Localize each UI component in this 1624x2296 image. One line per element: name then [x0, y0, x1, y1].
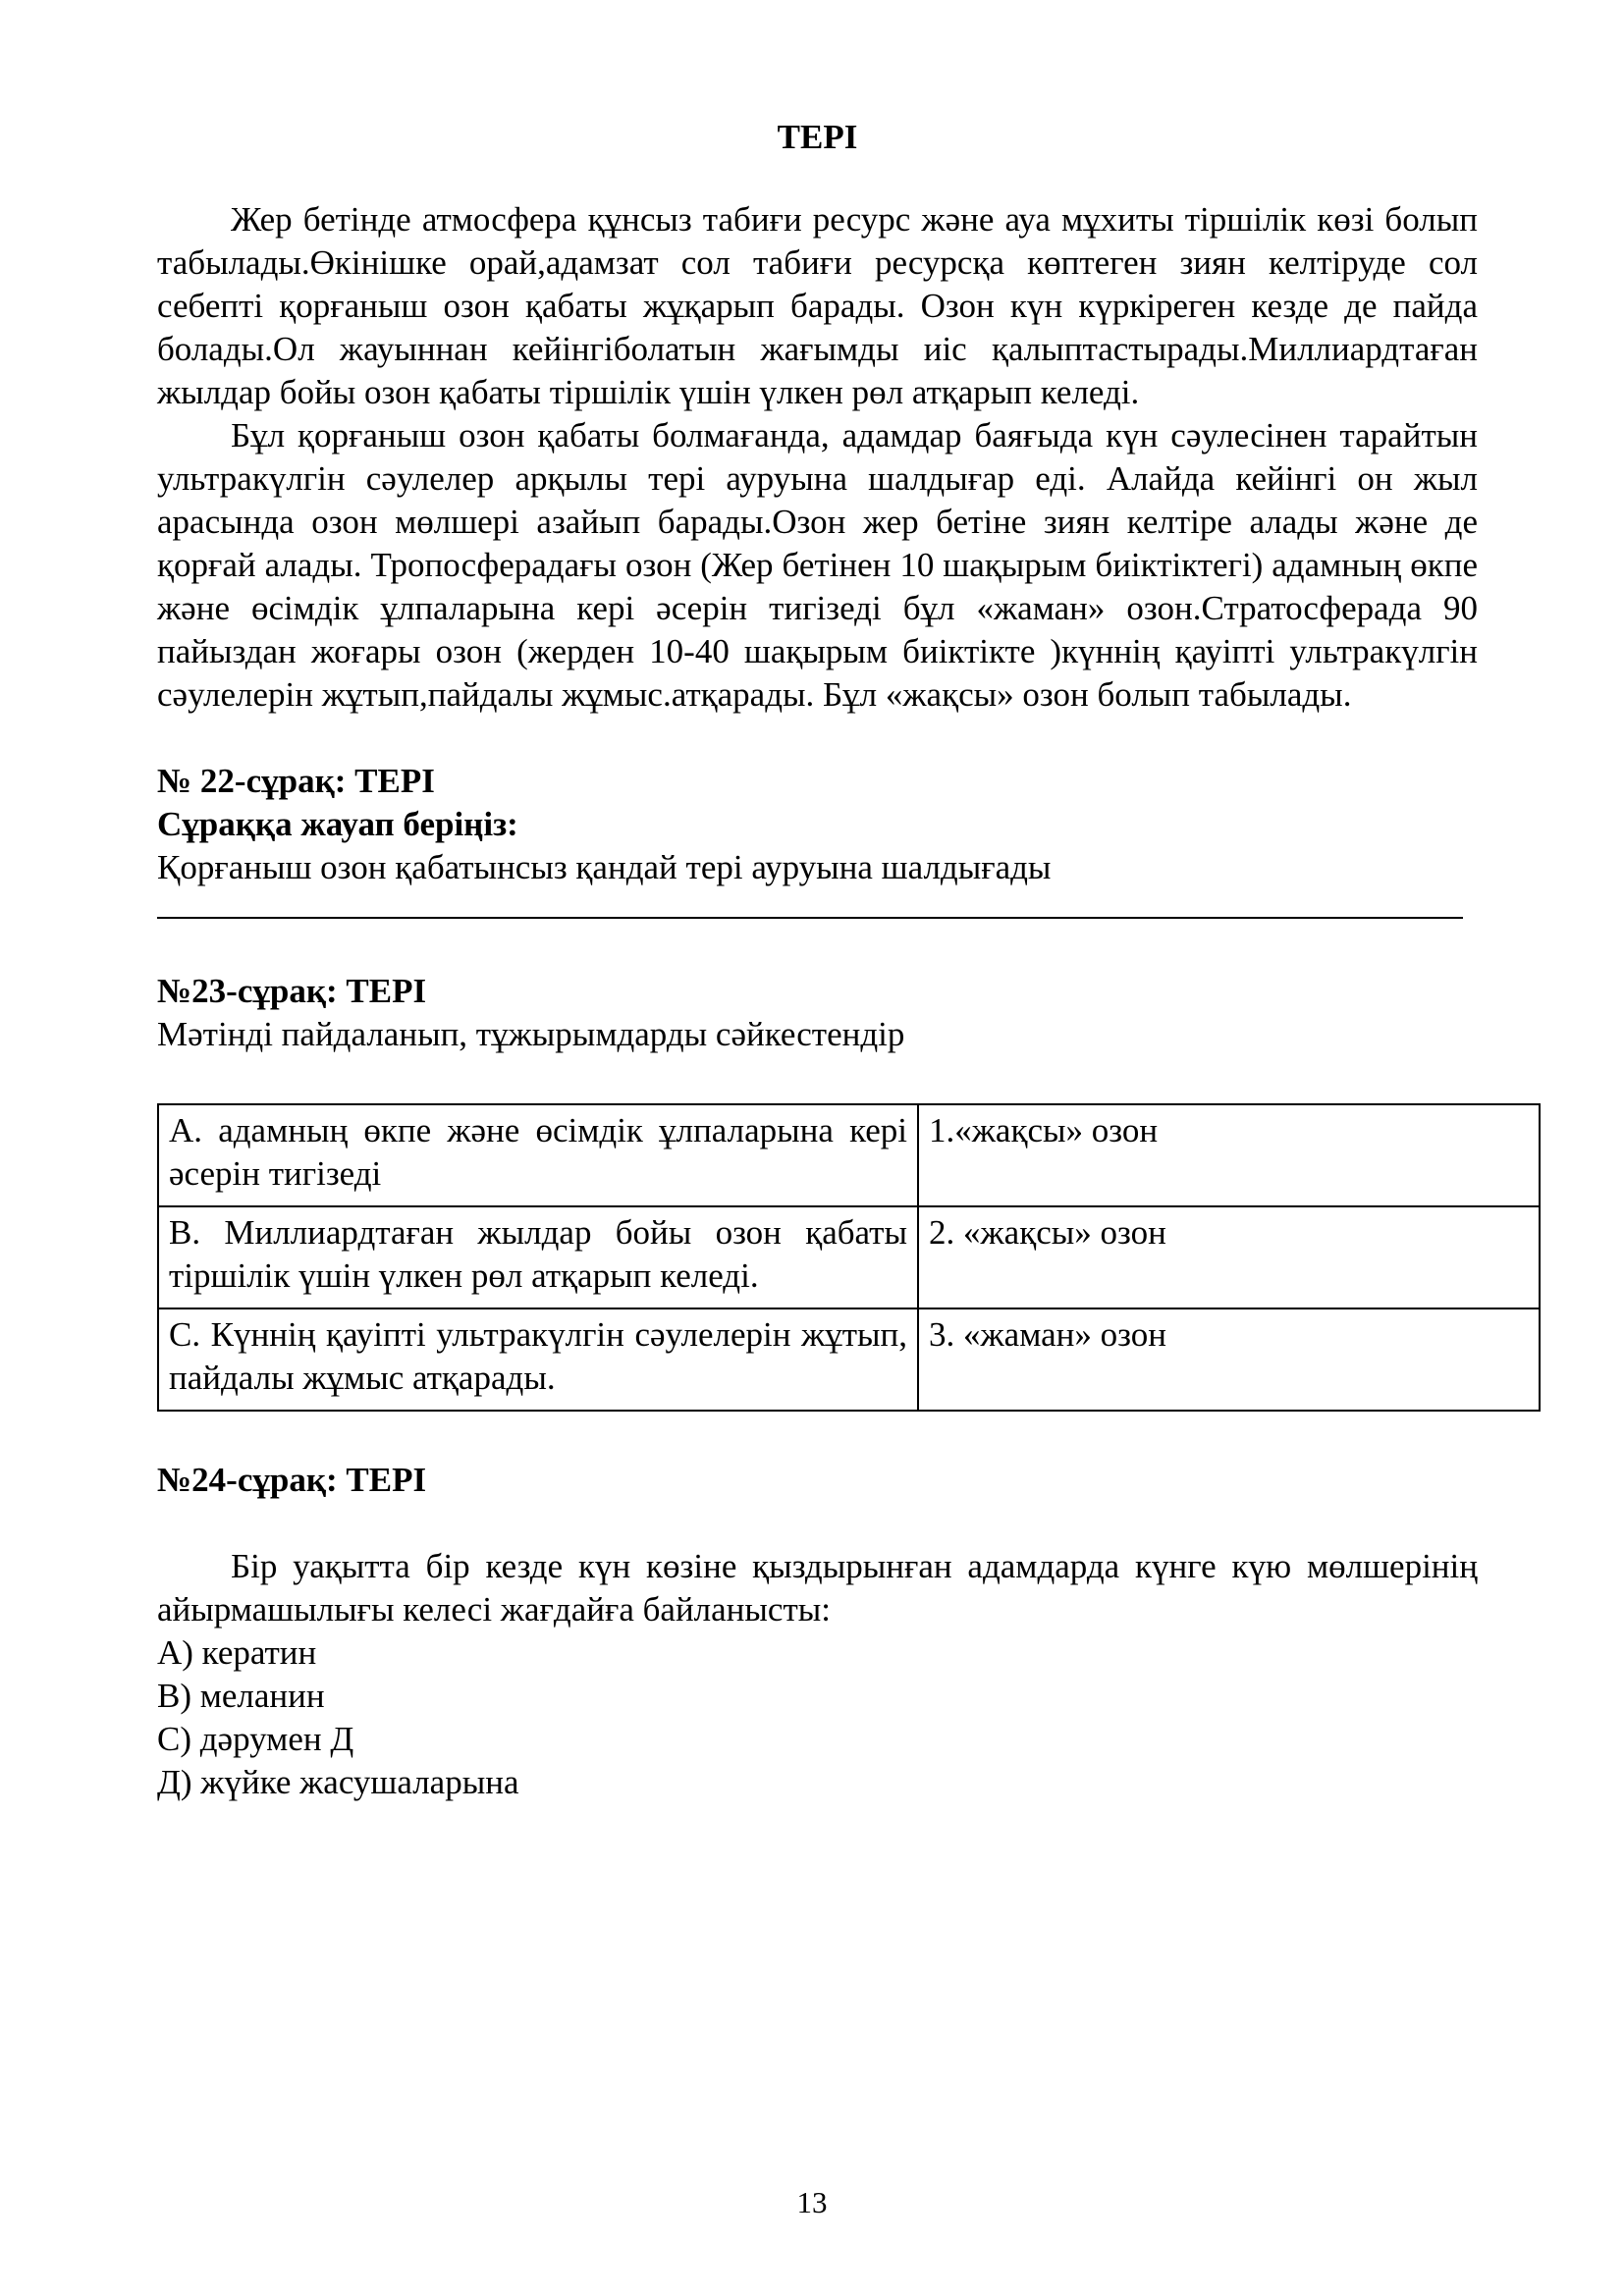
table-cell-match: 3. «жаман» озон — [918, 1308, 1540, 1411]
answer-option[interactable]: А) кератин — [157, 1633, 317, 1672]
matching-table — [157, 1103, 1541, 1412]
table-cell-match: 1.«жақсы» озон — [918, 1104, 1540, 1206]
answer-option[interactable]: Д) жүйке жасушаларына — [157, 1763, 519, 1801]
page-number: 13 — [796, 2185, 828, 2219]
question-23-instruction: Мәтінді пайдаланып, тұжырымдарды сәйкестендір — [157, 1015, 905, 1053]
table-row — [158, 1308, 1540, 1411]
table-cell-statement: А. адамның өкпе және өсімдік ұлпаларына кері әсерін тигізеді — [158, 1104, 918, 1206]
table-row — [158, 1104, 1540, 1206]
question-24-text: Бір уақытта бір кезде күн көзіне қыздырынған адамдарда күнге күю мөлшерінің айырмашылығы келесі жағдайға байланысты: — [157, 1547, 1478, 1629]
question-23-heading: №23-сұрақ: ТЕРІ — [157, 972, 427, 1010]
answer-option[interactable]: В) меланин — [157, 1677, 325, 1715]
answer-option[interactable]: С) дәрумен Д — [157, 1720, 354, 1758]
table-cell-match: 2. «жақсы» озон — [918, 1206, 1540, 1308]
question-22-text: Қорғаныш озон қабатынсыз қандай тері ауруына шалдығады — [157, 848, 1052, 886]
question-22-instruction: Сұраққа жауап беріңіз: — [157, 805, 518, 843]
page-title: ТЕРІ — [777, 118, 858, 156]
answer-options — [157, 1631, 1478, 1804]
passage-paragraph-2: Бұл қорғаныш озон қабаты болмағанда, адамдар баяғыда күн сәулесінен тарайтын ультракүлгін сәулелер арқылы тері ауруына шалдығар еді. Алайда кейінгі он жыл арасында озон мөлшері азайып барады.Озон жер бетіне зиян келтіре алады және де қорғай алады. Тропосферадағы озон (Жер бетінен 10 шақырым биіктіктегі) адамның өкпе және өсімдік ұлпаларына кері әсерін тигізеді бұл «жаман» озон.Стратосферада 90 пайыздан жоғары озон (жерден 10-40 шақырым биіктікте )күннің қауіпті ультракүлгін сәулелерін жұтып,пайдалы жұмыс.атқарады. Бұл «жақсы» озон болып табылады. — [157, 416, 1478, 714]
question-23 — [157, 970, 1478, 1412]
document-page — [157, 116, 1478, 1804]
table-row — [158, 1206, 1540, 1308]
question-22-heading: № 22-сұрақ: ТЕРІ — [157, 762, 435, 800]
question-24-heading: №24-сұрақ: ТЕРІ — [157, 1461, 427, 1499]
table-cell-statement: В. Миллиардтаған жылдар бойы озон қабаты тіршілік үшін үлкен рөл атқарып келеді. — [158, 1206, 918, 1308]
table-cell-statement: С. Күннің қауіпті ультракүлгін сәулелерін жұтып, пайдалы жұмыс атқарады. — [158, 1308, 918, 1411]
question-24 — [157, 1459, 1478, 1804]
passage-paragraph-1: Жер бетінде атмосфера құнсыз табиғи ресурс және ауа мұхиты тіршілік көзі болып табылады.Өкінішке орай,адамзат сол табиғи ресурсқа көптеген зиян келтіруде сол себепті қорғаныш озон қабаты жұқарып барады. Озон күн күркіреген кезде де пайда болады.Ол жауыннан кейінгіболатын жағымды иіс қалыптастырады.Миллиардтаған жылдар бойы озон қабаты тіршілік үшін үлкен рөл атқарып келеді. — [157, 200, 1478, 411]
question-22 — [157, 760, 1478, 919]
